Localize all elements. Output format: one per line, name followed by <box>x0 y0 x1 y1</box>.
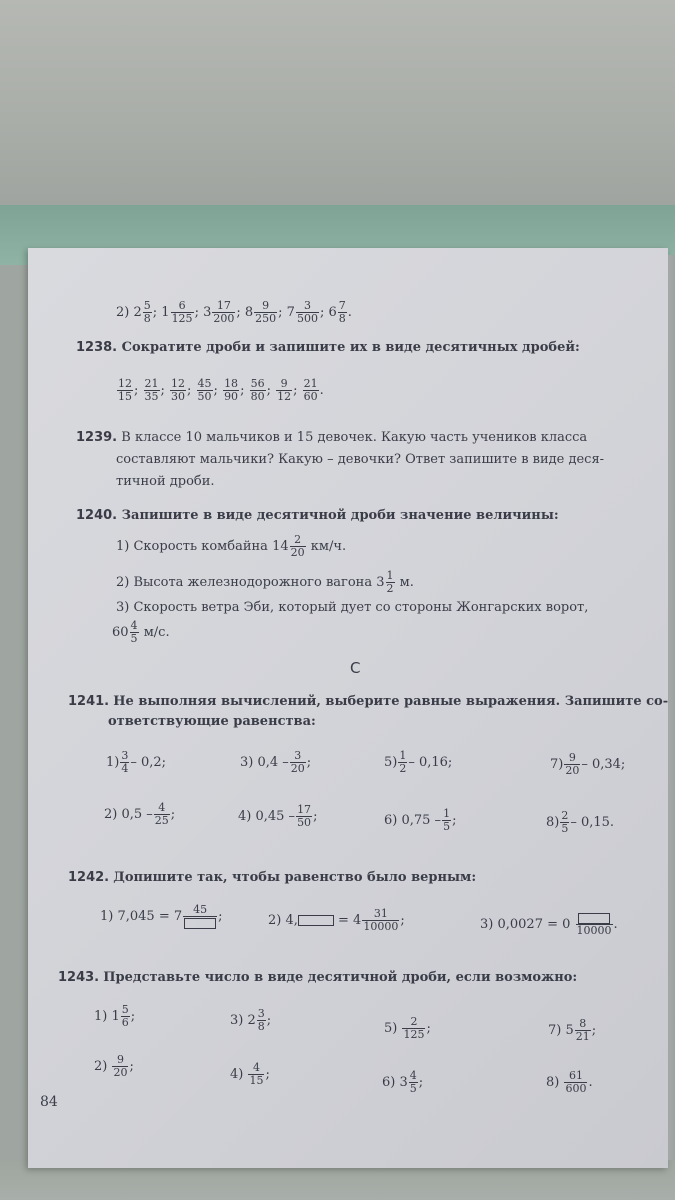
item-rest: ; <box>130 1009 136 1024</box>
eq-left: 3) 0,0027 = 0 <box>480 917 571 932</box>
item-label: 1) <box>94 1009 108 1024</box>
num: 2 <box>290 534 306 547</box>
den: 2 <box>386 582 394 595</box>
num-5 <box>384 1016 431 1041</box>
item-label: 3) <box>230 1013 244 1028</box>
int: 1 <box>111 1009 120 1024</box>
fraction <box>170 378 186 403</box>
num: 17 <box>212 300 235 313</box>
fraction <box>564 752 580 777</box>
problem-text: Допишите так, чтобы равенство было верным: <box>113 870 477 885</box>
den: 60 <box>303 390 318 403</box>
den: 2 <box>399 762 407 775</box>
num: 12 <box>171 377 186 390</box>
expr-6 <box>384 808 456 833</box>
den: 5 <box>443 820 451 833</box>
problem-text: Представьте число в виде десятичной дроби, если возможно: <box>103 970 578 985</box>
item-label: 4) <box>230 1067 244 1082</box>
fraction <box>576 912 613 937</box>
problem-number: 1242. <box>68 870 110 885</box>
item-rest: ; <box>418 1075 424 1090</box>
item-rest: ; <box>265 1067 270 1082</box>
item-rest: ; <box>591 1023 597 1038</box>
num: 9 <box>564 752 580 765</box>
blank-box[interactable] <box>298 915 334 926</box>
item-text: 3) Скорость ветра Эби, который дует со стороны Жонгарских ворот, <box>116 600 589 615</box>
expr-1 <box>106 750 166 775</box>
num: 3 <box>290 750 306 763</box>
expr-label: 6) 0,75 – <box>384 813 442 828</box>
den: 125 <box>403 1028 425 1041</box>
fraction <box>560 810 569 835</box>
num: 56 <box>250 377 265 390</box>
item-label: 5) <box>384 1021 398 1036</box>
expr-rest: – 0,2; <box>130 755 167 770</box>
den: 20 <box>290 546 305 559</box>
expr-label: 5) <box>384 755 398 770</box>
num: 1 <box>386 569 394 582</box>
problem-1240-title <box>76 508 559 524</box>
fraction <box>402 1016 425 1041</box>
den: 200 <box>213 312 235 325</box>
num: 21 <box>303 377 318 390</box>
den: 20 <box>113 1066 128 1079</box>
int: 1 <box>161 305 170 320</box>
expr-rest: – 0,15. <box>570 815 615 830</box>
den: 90 <box>224 390 239 403</box>
item-rest: ; <box>266 1013 272 1028</box>
fraction <box>197 378 213 403</box>
fraction <box>117 378 133 403</box>
den: 15 <box>118 390 132 403</box>
problem-number: 1241. <box>68 694 110 709</box>
den: 20 <box>565 764 580 777</box>
eq-2 <box>268 908 405 933</box>
den: 15 <box>249 1074 264 1087</box>
int: 6 <box>328 305 337 320</box>
item-label: 2) <box>94 1059 108 1074</box>
problem-text: составляют мальчики? Какую – девочки? Ответ запишите в виде деся- <box>116 452 605 467</box>
fraction <box>212 300 235 325</box>
background-wall <box>0 0 675 215</box>
problem-text: тичной дроби. <box>116 474 215 489</box>
den: 8 <box>257 1020 265 1033</box>
fraction <box>250 378 266 403</box>
num-4 <box>230 1062 270 1087</box>
num-2 <box>94 1054 134 1079</box>
fraction <box>296 804 312 829</box>
int: 7 <box>286 305 295 320</box>
fraction <box>183 904 217 929</box>
expr-rest: – 0,34; <box>581 757 626 772</box>
num: 3 <box>257 1007 265 1020</box>
eq-left: 1) 7,045 = 7 <box>100 909 183 924</box>
fraction <box>257 1008 266 1033</box>
unit: км/ч. <box>310 539 347 554</box>
unit: м. <box>399 575 414 590</box>
item-label: 2) <box>116 305 130 320</box>
num-1 <box>94 1004 135 1029</box>
num: 31 <box>362 908 399 921</box>
fraction <box>248 1062 264 1087</box>
problem-text: ответствующие равенства: <box>108 714 316 729</box>
fraction <box>338 300 347 325</box>
num: 21 <box>144 377 159 390</box>
expr-5 <box>384 750 452 775</box>
int: 2 <box>247 1013 256 1028</box>
expr-label: 7) <box>550 757 564 772</box>
den: 50 <box>197 390 212 403</box>
unit: м/с. <box>143 625 170 640</box>
problem-number: 1239. <box>76 430 118 445</box>
problem-1239-line3 <box>116 474 215 490</box>
eq-rest: . <box>613 917 618 932</box>
den: 6 <box>121 1016 129 1029</box>
problem-1240-item1 <box>116 534 346 559</box>
fraction <box>130 620 139 645</box>
item-label: 7) <box>548 1023 562 1038</box>
fraction <box>296 300 319 325</box>
expr-label: 3) 0,4 – <box>240 755 289 770</box>
num-6 <box>382 1070 423 1095</box>
num: 3 <box>121 749 129 762</box>
num: 1 <box>399 749 407 762</box>
row-2-fractions: 2) 2 $\frac{5}{8}$ ; 1 $\frac{6}{125}$ ; 3 $\frac{17}{200}$ ; 8 $\frac{9}{250}$ ; 7 $\frac{3}{500}$ ; 6 $\frac{7}{8}$ . <box>116 299 352 325</box>
item-label: 8) <box>546 1075 560 1090</box>
problem-text: В классе 10 мальчиков и 15 девочек. Какую часть учеников класса <box>121 430 588 445</box>
problem-text: Сократите дроби и запишите их в виде десятичных дробей: <box>121 340 580 355</box>
fraction <box>143 300 152 325</box>
expr-rest: ; <box>170 807 176 822</box>
problem-1240-item3 <box>116 600 588 616</box>
den: 8 <box>143 312 151 325</box>
den: 500 <box>296 312 318 325</box>
problem-text: Не выполняя вычислений, выберите равные выражения. Запишите со- <box>113 694 669 709</box>
num: 2 <box>561 809 569 822</box>
problem-1241-line1 <box>68 694 668 710</box>
int: 5 <box>565 1023 574 1038</box>
eq-left: 2) 4, <box>268 913 298 928</box>
num: 7 <box>338 299 346 312</box>
item-rest: ; <box>426 1021 431 1036</box>
expr-4 <box>238 804 317 829</box>
fraction <box>171 300 194 325</box>
fraction <box>290 534 306 559</box>
int: 8 <box>244 305 254 320</box>
num: 9 <box>254 300 277 313</box>
den: 50 <box>297 816 312 829</box>
problem-1243-title <box>58 970 577 986</box>
fraction <box>154 802 170 827</box>
num: 9 <box>112 1054 128 1067</box>
expr-7 <box>550 752 625 777</box>
int: 14 <box>272 539 289 554</box>
den: 12 <box>277 390 292 403</box>
item-rest: ; <box>129 1059 134 1074</box>
den: 20 <box>290 762 305 775</box>
fraction <box>564 1070 587 1095</box>
fraction <box>254 300 277 325</box>
problem-1242-title <box>68 870 476 886</box>
problem-1238-title <box>76 340 580 356</box>
fraction <box>303 378 319 403</box>
num: 4 <box>130 619 138 632</box>
num: 45 <box>197 377 212 390</box>
num-8 <box>546 1070 593 1095</box>
den: 5 <box>409 1082 417 1095</box>
den: 35 <box>144 390 159 403</box>
num: 8 <box>575 1018 591 1031</box>
num: 6 <box>171 300 194 313</box>
expr-label: 8) <box>546 815 560 830</box>
fraction <box>362 908 399 933</box>
num: 18 <box>224 377 239 390</box>
den: 8 <box>338 312 346 325</box>
item-rest: . <box>588 1075 593 1090</box>
num: 45 <box>183 904 217 917</box>
fraction <box>120 750 129 775</box>
den: 21 <box>575 1030 590 1043</box>
num: 5 <box>121 1003 129 1016</box>
problem-1241-line2 <box>108 714 316 730</box>
expr-rest: – 0,16; <box>408 755 453 770</box>
num-7 <box>548 1018 596 1043</box>
den: 4 <box>121 762 129 775</box>
num: 5 <box>143 299 151 312</box>
expr-rest: ; <box>306 755 312 770</box>
eq-3 <box>480 912 618 937</box>
fraction <box>575 1018 591 1043</box>
problem-1240-item2 <box>116 570 414 595</box>
num: 9 <box>276 378 292 391</box>
eq-mid: = 4 <box>338 913 362 928</box>
fraction <box>409 1070 418 1095</box>
expr-label: 2) 0,5 – <box>104 807 153 822</box>
fraction <box>223 378 239 403</box>
den: 25 <box>154 814 169 827</box>
problem-1238-fractions: $\frac{12}{15}$ ; $\frac{21}{35}$ ; $\frac{12}{30}$ ; $\frac{45}{50}$ ; $\frac{18}{90}$ ; $\frac{56}{80}$ ; $\frac{9}{12}$ ; $\frac{21}{60}$ . <box>118 377 324 403</box>
problem-1239-line1 <box>76 430 587 446</box>
fraction <box>398 750 407 775</box>
num: 4 <box>154 802 170 815</box>
den: 10000 <box>363 920 399 933</box>
num: 1 <box>443 807 451 820</box>
num: 61 <box>564 1070 587 1083</box>
den-blank-box[interactable] <box>183 917 217 929</box>
den: 600 <box>565 1082 587 1095</box>
den: 125 <box>171 312 193 325</box>
expr-3 <box>240 750 311 775</box>
fraction <box>276 378 292 403</box>
expr-8 <box>546 810 614 835</box>
problem-1239-line2 <box>116 452 604 468</box>
num: 4 <box>248 1062 264 1075</box>
int: 3 <box>376 575 385 590</box>
expr-2 <box>104 802 175 827</box>
int: 3 <box>203 305 212 320</box>
problem-number: 1243. <box>58 970 100 985</box>
int: 60 <box>112 625 129 640</box>
eq-1 <box>100 904 223 929</box>
den: 250 <box>255 312 277 325</box>
int: 2 <box>133 305 142 320</box>
num: 2 <box>402 1016 425 1029</box>
item-text: 2) Высота железнодорожного вагона <box>116 575 373 590</box>
int: 3 <box>399 1075 408 1090</box>
eq-rest: ; <box>218 909 223 924</box>
problem-number: 1240. <box>76 508 118 523</box>
den: 80 <box>250 390 265 403</box>
den: 5 <box>561 822 569 835</box>
fraction <box>144 378 160 403</box>
expr-label: 4) 0,45 – <box>238 809 296 824</box>
fraction <box>112 1054 128 1079</box>
num: 12 <box>118 377 132 390</box>
num: 3 <box>296 300 319 313</box>
den: 30 <box>171 390 186 403</box>
expr-rest: ; <box>452 813 457 828</box>
page-number: 84 <box>40 1094 58 1110</box>
num: 17 <box>297 803 312 816</box>
expr-label: 1) <box>106 755 120 770</box>
fraction <box>442 808 451 833</box>
section-letter: C <box>350 659 361 677</box>
expr-rest: ; <box>313 809 318 824</box>
num-3 <box>230 1008 271 1033</box>
item-text: 1) Скорость комбайна <box>116 539 268 554</box>
num: 4 <box>409 1069 417 1082</box>
eq-rest: ; <box>400 913 405 928</box>
fraction <box>386 570 395 595</box>
problem-number: 1238. <box>76 340 118 355</box>
problem-text: Запишите в виде десятичной дроби значение величины: <box>121 508 559 523</box>
fraction <box>121 1004 130 1029</box>
textbook-page <box>28 248 668 1168</box>
den: 10000 <box>576 924 612 937</box>
item-label: 6) <box>382 1075 396 1090</box>
problem-1240-item3-value <box>112 620 170 645</box>
den: 5 <box>130 632 138 645</box>
fraction <box>290 750 306 775</box>
